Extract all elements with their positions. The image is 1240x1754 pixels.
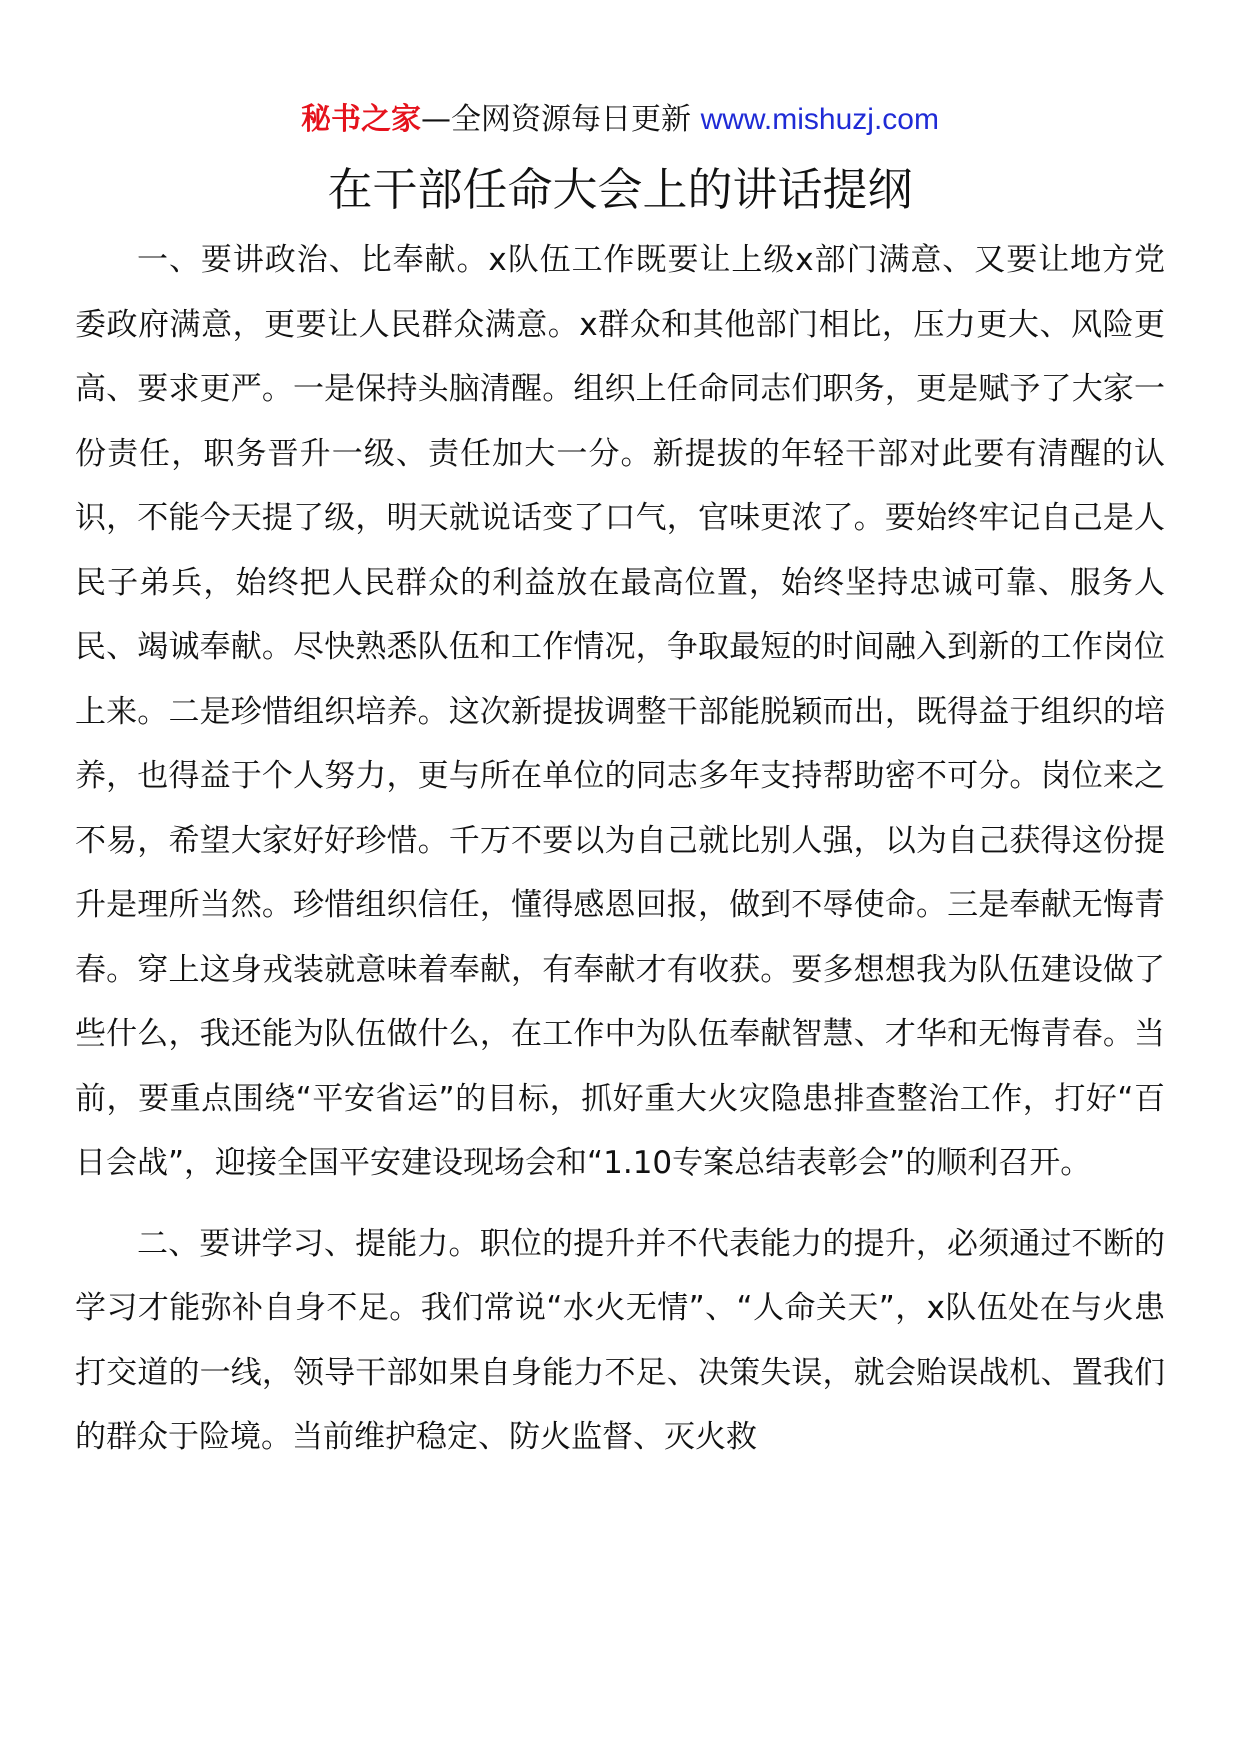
document-body [75,228,1165,1470]
brand-name: 秘书之家 [301,102,422,137]
paragraph-2: 二、要讲学习、提能力。职位的提升并不代表能力的提升，必须通过不断的学习才能弥补自身不足。我们常说“水火无情”、“人命关天”，x队伍处在与火患打交道的一线，领导干部如果自身能力不足、决策失误，就会贻误战机、置我们的群众于险境。当前维护稳定、防火监督、灭火救 [75,1225,1165,1455]
site-url-link[interactable]: www.mishuzj.com [700,103,939,136]
site-header [0,100,1240,140]
paragraph-1: 一、要讲政治、比奉献。x队伍工作既要让上级x部门满意、又要让地方党委政府满意，更要让人民群众满意。x群众和其他部门相比，压力更大、风险更高、要求更严。一是保持头脑清醒。组织上任命同志们职务，更是赋予了大家一份责任，职务晋升一级、责任加大一分。新提拔的年轻干部对此要有清醒的认识，不能今天提了级，明天就说话变了口气，官味更浓了。要始终牢记自己是人民子弟兵，始终把人民群众的利益放在最高位置，始终坚持忠诚可靠、服务人民、竭诚奉献。尽快熟悉队伍和工作情况，争取最短的时间融入到新的工作岗位上来。二是珍惜组织培养。这次新提拔调整干部能脱颖而出，既得益于组织的培养，也得益于个人努力，更与所在单位的同志多年支持帮助密不可分。岗位来之不易，希望大家好好珍惜。千万不要以为自己就比别人强，以为自己获得这份提升是理所当然。珍惜组织信任，懂得感恩回报，做到不辱使命。三是奉献无悔青春。穿上这身戎装就意味着奉献，有奉献才有收获。要多想想我为队伍建设做了些什么，我还能为队伍做什么，在工作中为队伍奉献智慧、才华和无悔青春。当前，要重点围绕“平安省运”的目标，抓好重大火灾隐患排查整治工作，打好“百日会战”，迎接全国平安建设现场会和“1.10专案总结表彰会”的顺利召开。 [75,242,1165,1181]
document-title: 在干部任命大会上的讲话提纲 [327,163,913,216]
header-tagline: —全网资源每日更新 [421,102,692,137]
